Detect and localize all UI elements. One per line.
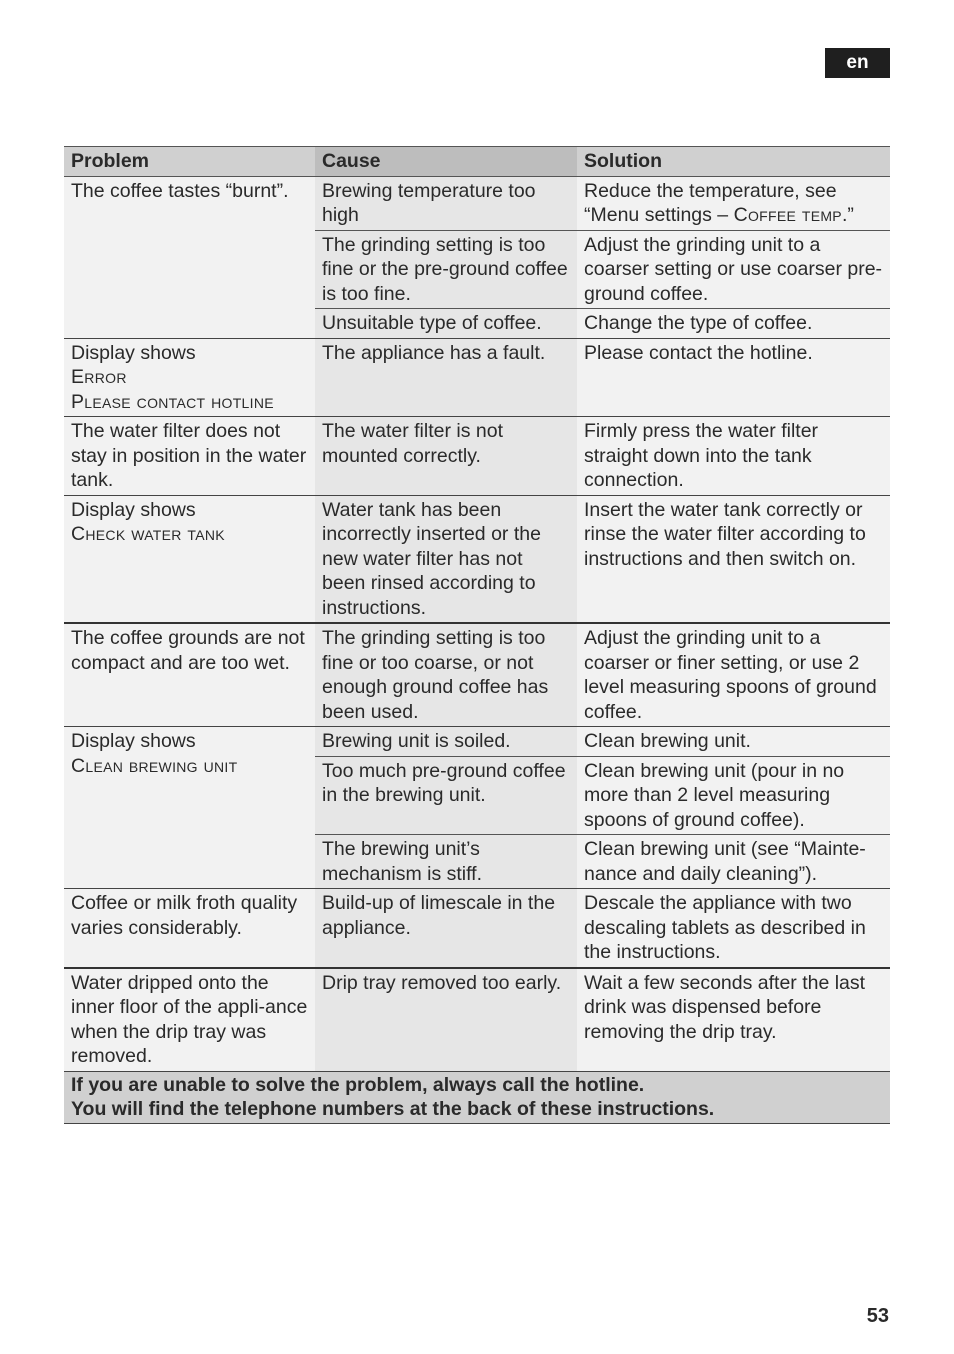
cause-cell: Unsuitable type of coffee. (315, 309, 577, 339)
table-body (64, 176, 890, 1123)
cause-cell: The water filter is not mounted correctly. (315, 417, 577, 496)
cause-cell: The brewing unit’s mechanism is stiff. (315, 835, 577, 889)
cause-cell: Water tank has been incorrectly inserted or the new water filter has not been rinsed according to instructions. (315, 495, 577, 623)
problem-text: The coffee grounds are not compact and are too wet. (71, 627, 305, 674)
problem-cell (64, 495, 315, 623)
problem-text: The water filter does not stay in position in the water tank. (71, 420, 307, 491)
problem-text: Display shows (71, 498, 196, 521)
solution-cell (577, 756, 890, 835)
table-row (64, 727, 890, 757)
solution-text: Please contact the hotline. (584, 341, 813, 364)
table-row (64, 495, 890, 623)
cause-cell: The appliance has a fault. (315, 338, 577, 417)
display-message: Error (71, 366, 127, 388)
solution-cell (577, 835, 890, 889)
solution-cell (577, 727, 890, 757)
problem-text: The coffee tastes “burnt”. (71, 179, 289, 202)
hotline-note-line: You will find the telephone numbers at the back of these instructions. (71, 1098, 715, 1120)
solution-text: Descale the appliance with two descaling tablets as described in the instructions. (584, 892, 866, 963)
cause-cell: Build-up of limescale in the appliance. (315, 889, 577, 968)
table-row (64, 623, 890, 727)
solution-text: Firmly press the water filter straight down into the tank connection. (584, 420, 819, 491)
table-row (64, 417, 890, 496)
cause-cell: The grinding setting is too fine or the pre-ground coffee is too fine. (315, 230, 577, 309)
problem-text: Water dripped onto the inner floor of the appli-ance when the drip tray was removed. (71, 971, 308, 1067)
solution-text: Insert the water tank correctly or rinse the water filter according to instructions and then switch on. (584, 498, 866, 570)
solution-cell (577, 338, 890, 417)
display-message: Please contact hotline (71, 390, 274, 413)
solution-text: Reduce the temperature, see “Menu settings – (584, 179, 837, 226)
solution-text: Adjust the grinding unit to a coarser or finer setting, or use 2 level measuring spoons of ground coffee. (584, 627, 877, 723)
solution-cell (577, 623, 890, 727)
cause-cell: The grinding setting is too fine or too coarse, or not enough ground coffee has been used. (315, 623, 577, 727)
display-message: Check water tank (71, 523, 225, 545)
cause-cell: Brewing unit is soiled. (315, 727, 577, 757)
solution-cell (577, 417, 890, 496)
problem-cell (64, 727, 315, 889)
problem-cell (64, 889, 315, 968)
solution-cell (577, 309, 890, 339)
header-problem: Problem (64, 147, 315, 177)
hotline-footer-row (64, 1071, 890, 1123)
header-cause: Cause (315, 147, 577, 177)
troubleshooting-table (64, 146, 890, 1124)
hotline-note-line: If you are unable to solve the problem, always call the hotline. (71, 1073, 645, 1096)
problem-text: Display shows (71, 341, 196, 364)
table-row (64, 968, 890, 1072)
header-solution: Solution (577, 147, 890, 177)
problem-cell (64, 417, 315, 496)
menu-setting-name: Coffee temp (733, 204, 842, 226)
page-number: 53 (866, 1305, 889, 1327)
problem-cell (64, 338, 315, 417)
problem-cell (64, 623, 315, 727)
solution-cell (577, 968, 890, 1072)
table-row (64, 176, 890, 230)
hotline-note (64, 1071, 890, 1123)
solution-text-end: .” (841, 204, 854, 226)
table-row (64, 889, 890, 968)
table-header-row (64, 147, 890, 177)
solution-cell (577, 176, 890, 230)
problem-cell (64, 176, 315, 338)
solution-text: Wait a few seconds after the last drink was dispensed before removing the drip tray. (584, 971, 866, 1043)
problem-text: Coffee or milk froth quality varies considerably. (71, 892, 298, 939)
solution-text: Clean brewing unit (see “Mainte-nance and daily cleaning”). (584, 838, 866, 885)
cause-cell: Brewing temperature too high (315, 176, 577, 230)
language-badge: en (825, 48, 890, 78)
solution-text: Change the type of coffee. (584, 312, 813, 334)
solution-text: Clean brewing unit (pour in no more than 2 level measuring spoons of ground coffee). (584, 759, 845, 831)
solution-text: Clean brewing unit. (584, 730, 751, 752)
solution-cell (577, 230, 890, 309)
problem-text: Display shows (71, 730, 196, 752)
solution-cell (577, 495, 890, 623)
display-message: Clean brewing unit (71, 754, 238, 777)
problem-cell (64, 968, 315, 1072)
solution-text: Adjust the grinding unit to a coarser setting or use coarser pre-ground coffee. (584, 233, 883, 305)
cause-cell: Drip tray removed too early. (315, 968, 577, 1072)
table-row (64, 338, 890, 417)
solution-cell (577, 889, 890, 968)
cause-cell: Too much pre-ground coffee in the brewing unit. (315, 756, 577, 835)
